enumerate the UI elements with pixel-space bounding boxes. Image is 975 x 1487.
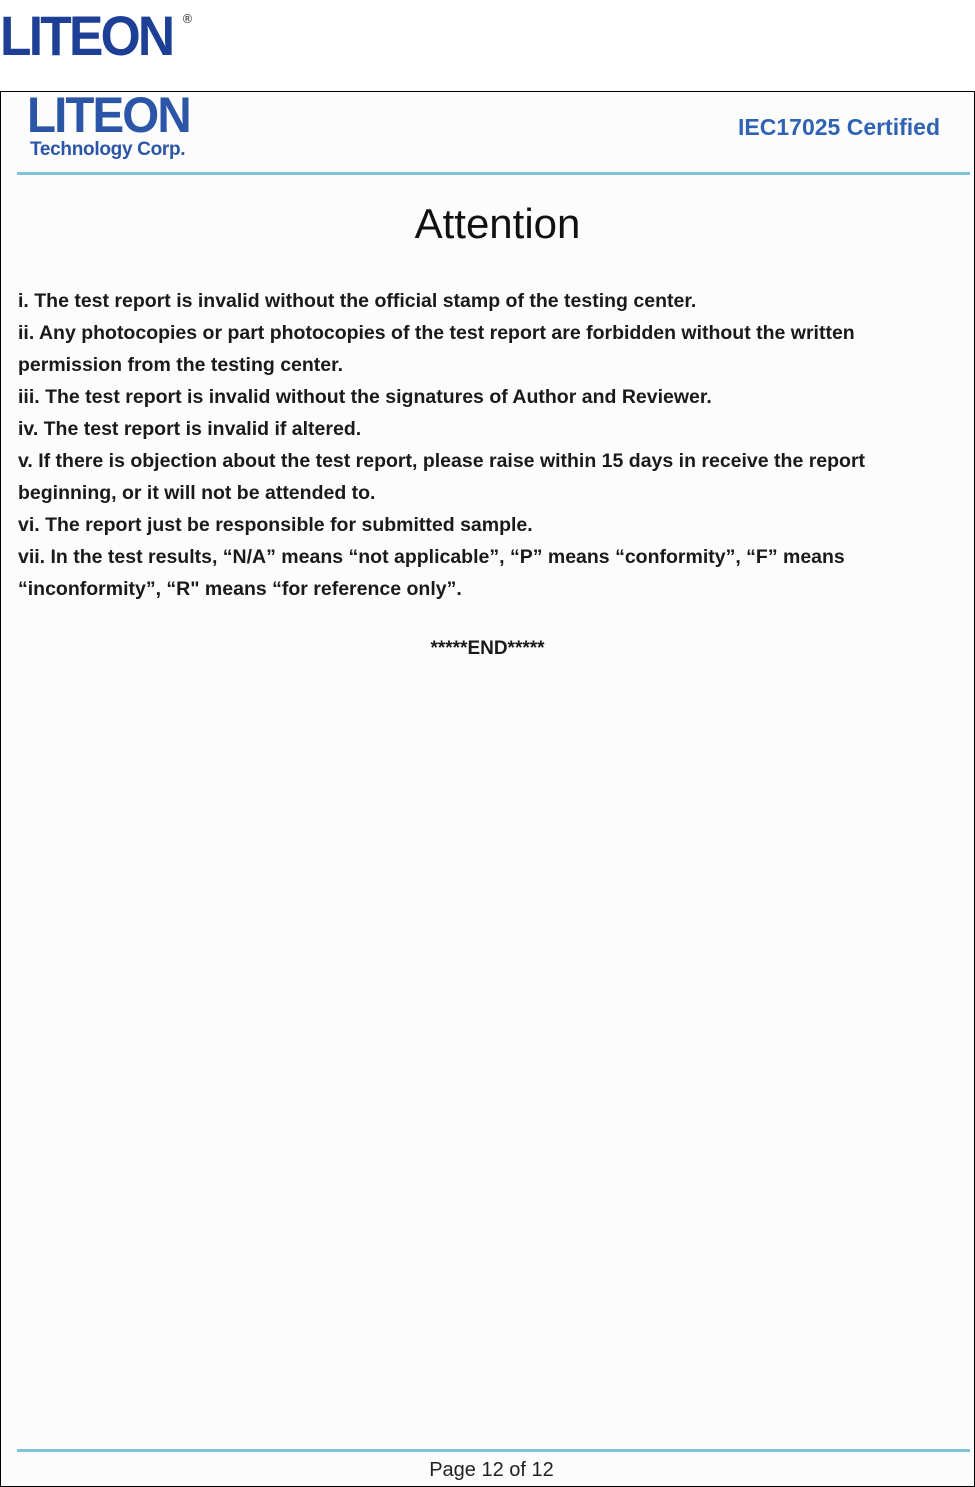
liteon-header-logo [0,4,194,67]
footer-divider [17,1449,970,1452]
note-item: i. The test report is invalid without the official stamp of the testing center. [18,290,697,312]
document-logo [27,92,198,161]
header-divider [17,172,970,175]
end-marker: *****END***** [430,638,545,659]
document-page [0,91,975,1487]
certification-label: IEC17025 Certified [738,114,940,140]
note-item: iii. The test report is invalid without the signatures of Author and Reviewer. [18,386,712,408]
registered-mark: ® [181,12,194,26]
logo-wordmark: LITEON [0,4,173,67]
note-item: iv. The test report is invalid if altered. [18,418,362,440]
note-item: vii. In the test results, “N/A” means “not applicable”, “P” means “conformity”, “F” means “inconformity”, “R" means “for reference only”. [18,546,845,600]
attention-notes-list [18,285,963,605]
note-item: vi. The report just be responsible for submitted sample. [18,514,533,536]
document-logo-wordmark: LITEON [27,91,190,143]
note-item: ii. Any photocopies or part photocopies of the test report are forbidden without the written permission from the testing center. [18,322,855,376]
page-title: Attention [414,200,581,247]
document-logo-subtitle: Technology Corp. [30,139,186,160]
page-number: Page 12 of 12 [429,1459,554,1481]
note-item: v. If there is objection about the test report, please raise within 15 days in receive the report beginning, or it will not be attended to. [18,450,866,504]
